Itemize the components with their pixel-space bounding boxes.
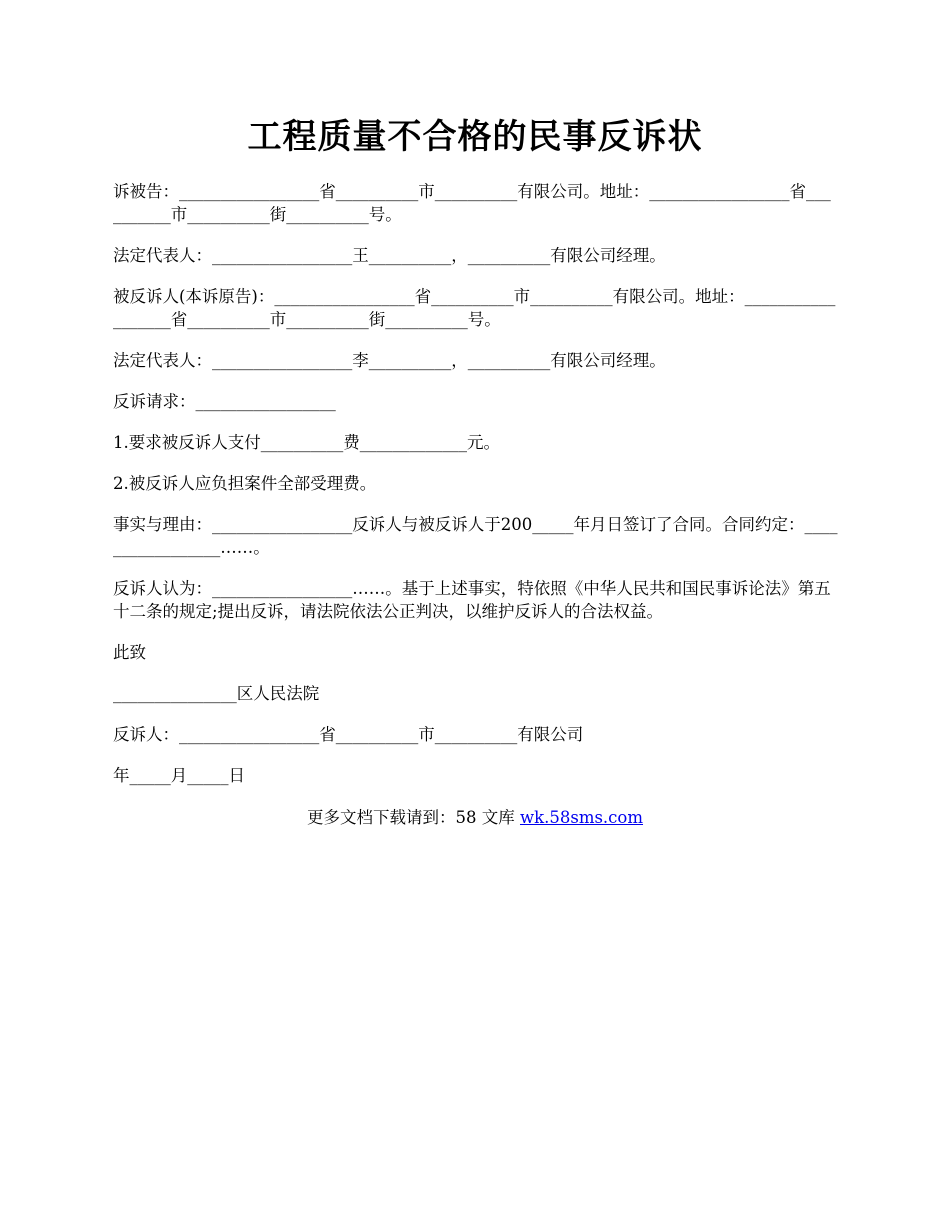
court-name-line: _______________区人民法院 — [113, 684, 320, 703]
defendant-legal-rep-paragraph: 法定代表人：_________________王__________，__________有限公司经理。 — [113, 246, 666, 265]
footer-prefix-text: 更多文档下载请到：58 文库 — [306, 808, 520, 827]
document-title: 工程质量不合格的民事反诉状 — [247, 117, 703, 157]
counterclaim-request-heading: 反诉请求：_________________ — [113, 392, 336, 411]
defendant-info-paragraph: 诉被告：_________________省__________市__________有限公司。地址：_________________省__________市__________街__________号。 — [113, 182, 831, 224]
facts-and-reasons-paragraph: 事实与理由：_________________反诉人与被反诉人于200_____年月日签订了合同。合同约定：_________________……。 — [113, 515, 838, 557]
counter-defendant-legal-rep-paragraph: 法定代表人：_________________李__________，__________有限公司经理。 — [113, 351, 666, 370]
salutation: 此致 — [113, 643, 146, 662]
date-line: 年_____月_____日 — [113, 766, 245, 785]
download-footer — [0, 806, 950, 829]
counter-defendant-info-paragraph: 被反诉人(本诉原告)：_________________省__________市__________有限公司。地址：__________________省__________市__________街__________号。 — [113, 287, 836, 329]
counter-claimant-line: 反诉人：_________________省__________市__________有限公司 — [113, 725, 584, 744]
document-body — [113, 180, 838, 805]
request-item-1: 1.要求被反诉人支付__________费_____________元。 — [113, 433, 500, 452]
request-item-2: 2.被反诉人应负担案件全部受理费。 — [113, 474, 377, 493]
footer-download-link[interactable]: wk.58sms.com — [519, 808, 643, 827]
claimant-opinion-paragraph: 反诉人认为：_________________……。基于上述事实，特依照《中华人民共和国民事诉论法》第五十二条的规定;提出反诉，请法院依法公正判决，以维护反诉人的合法权益。 — [113, 579, 831, 621]
